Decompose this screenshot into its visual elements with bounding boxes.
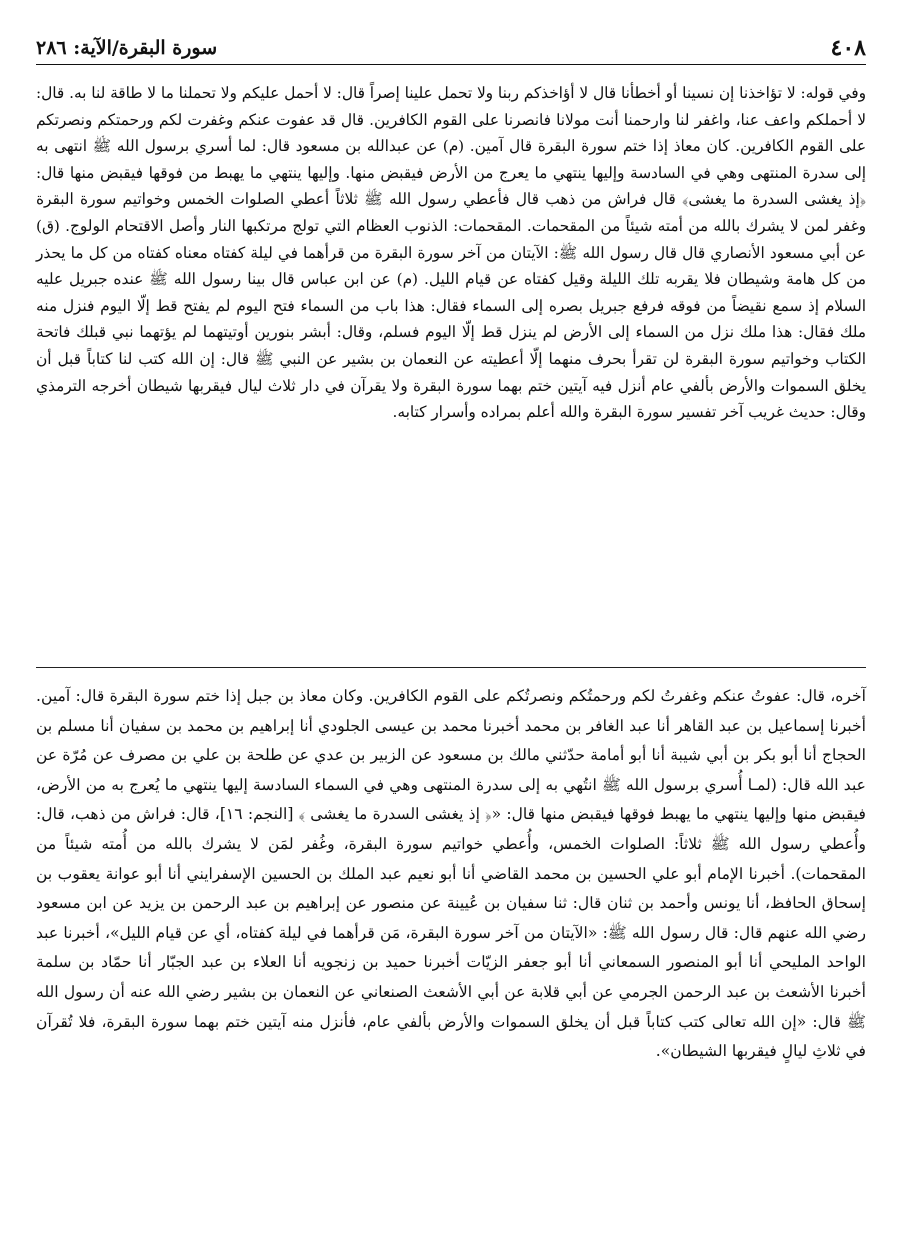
- footnotes-block: [36, 682, 866, 1067]
- header-rule: [36, 64, 866, 65]
- running-title: سورة البقرة/الآية: ٢٨٦: [36, 37, 218, 59]
- page-number: ٤٠٨: [830, 35, 866, 61]
- main-paragraph: وفي قوله: لا تؤاخذنا إن نسينا أو أخطأنا قال لا أؤاخذكم ربنا ولا تحمل علينا إصراً قال: لا أحمل عليكم ولا تحملنا ما لا طاقة لنا به. قال: لا أحملكم واعف عنا، واغفر لنا وارحمنا أنت مولانا فانصرنا على القوم الكافرين. قال قد عفوت عنكم وغفرت لكم ورحمتكم ونصرتكم على القوم الكافرين. كان معاذ إذا ختم سورة البقرة قال آمين. (م) عن عبدالله بن مسعود قال: لما أسري برسول الله ﷺ انتهى به إلى سدرة المنتهى وهي في السادسة وإليها ينتهي ما يعرج من الأرض فيقبض منها. وإليها ينتهي ما يهبط من فوقها فيقبض منها قال: ﴿إذ يغشى السدرة ما يغشى﴾ قال فراش من ذهب قال فأعطي رسول الله ﷺ ثلاثاً أعطي الصلوات الخمس وخواتيم سورة البقرة وغفر لمن لا يشرك بالله من أمته شيئاً من المقحمات. المقحمات: الذنوب العظام التي تولج مرتكبها النار وأصل الاقتحام الولوج. (ق) عن أبي مسعود الأنصاري قال قال رسول الله ﷺ: الآيتان من آخر سورة البقرة من قرأهما في ليلة كفتاه معناه كفتاه من كل ما يحذر من كل هامة وشيطان فلا يقربه تلك الليلة وقيل كفتاه عن قيام الليل. (م) عن ابن عباس قال بينا رسول الله ﷺ عنده جبريل عليه السلام إذ سمع نقيضاً من فوقه فرفع جبريل بصره إلى السماء فقال: هذا باب من السماء فتح اليوم لم يفتح قط إلّا اليوم فنزل منه ملك فقال: هذا ملك نزل من السماء إلى الأرض لم ينزل قط إلّا اليوم فسلم، وقال: أبشر بنورين أوتيتهما لم يؤتهما نبي قبلك فاتحة الكتاب وخواتيم سورة البقرة لن تقرأ بحرف منهما إلّا أعطيته عن النعمان بن بشير عن النبي ﷺ قال: إن الله كتب لنا كتاباً قبل أن يخلق السموات والأرض بألفي عام أنزل فيه آيتين ختم بهما سورة البقرة ولا يقرآن في دار ثلاث ليال فيقربها شيطان أخرجه الترمذي وقال: حديث غريب آخر تفسير سورة البقرة والله أعلم بمراده وأسرار كتابه.: [36, 84, 866, 422]
- page-header: [36, 34, 866, 66]
- main-text-block: [36, 80, 866, 426]
- footnote-separator: [36, 667, 866, 668]
- footnote-paragraph: آخره، قال: عفوتُ عنكم وغفرتُ لكم ورحمتُكم ونصرتُكم على القوم الكافرين. وكان معاذ بن جبل إذا ختم سورة البقرة قال: آمين. أخبرنا إسماعيل بن عبد القاهر أنا عبد الغافر بن محمد أخبرنا محمد بن عيسى الجلودي أنا إبراهيم بن محمد بن سفيان أنا مسلم بن الحجاج أنا أبو بكر بن أبي شيبة أنا أبو أمامة حدّثني مالك بن مسعود عن الزبير بن عدي عن طلحة بن علي بن مصرف عن مُرّة عن عبد الله قال: (لمـا أُسري برسول الله ﷺ انتُهي به إلى سدرة المنتهى وهي في السماء السادسة إليها ينتهي ما يُعرج به من الأرض، فيقبض منها وإليها ينتهي ما يهبط فوقها فيقبض منها قال: «﴿ إذ يغشى السدرة ما يغشى ﴾ [النجم: ١٦]، قال: فراش من ذهب، قال: وأُعطي رسول الله ﷺ ثلاثاً: الصلوات الخمس، وأُعطي خواتيم سورة البقرة، وغُفر لمَن لا يشرك بالله من أُمته شيئاً من المقحمات). أخبرنا الإمام أبو علي الحسين بن محمد القاضي أنا أبو نعيم عبد الملك بن الحسين الإسفرايني أنا أبو عوانة يعقوب بن إسحاق الحافظ، أنا يونس وأحمد بن ثنان قال: ثنا سفيان بن عُيينة عن منصور عن إبراهيم بن عبد الرحمن بن يزيد عن ابن مسعود رضي الله عنهم قال: قال رسول الله ﷺ: «الآيتان من آخر سورة البقرة، مَن قرأهما في ليلة كفتاه، أي عن قيام الليل»، أخبرنا عبد الواحد المليحي أنا أبو المنصور السمعاني أنا أبو جعفر الزيّات أخبرنا حميد بن زنجويه أنا العلاء بن عبد الجبّار أنا حمّاد بن سلمة أخبرنا الأشعث بن عبد الرحمن الجرمي عن أبي قلابة عن أبي الأشعث الصنعاني عن النعمان بن بشير رضي الله عنه أن رسول الله ﷺ قال: «إن الله تعالى كتب كتاباً قبل أن يخلق السموات والأرض بألفي عام، فأنزل منه آيتين ختم بهما سورة البقرة، فلا تُقرآن في ثلاثِ ليالٍ فيقربها الشيطان».: [36, 687, 866, 1061]
